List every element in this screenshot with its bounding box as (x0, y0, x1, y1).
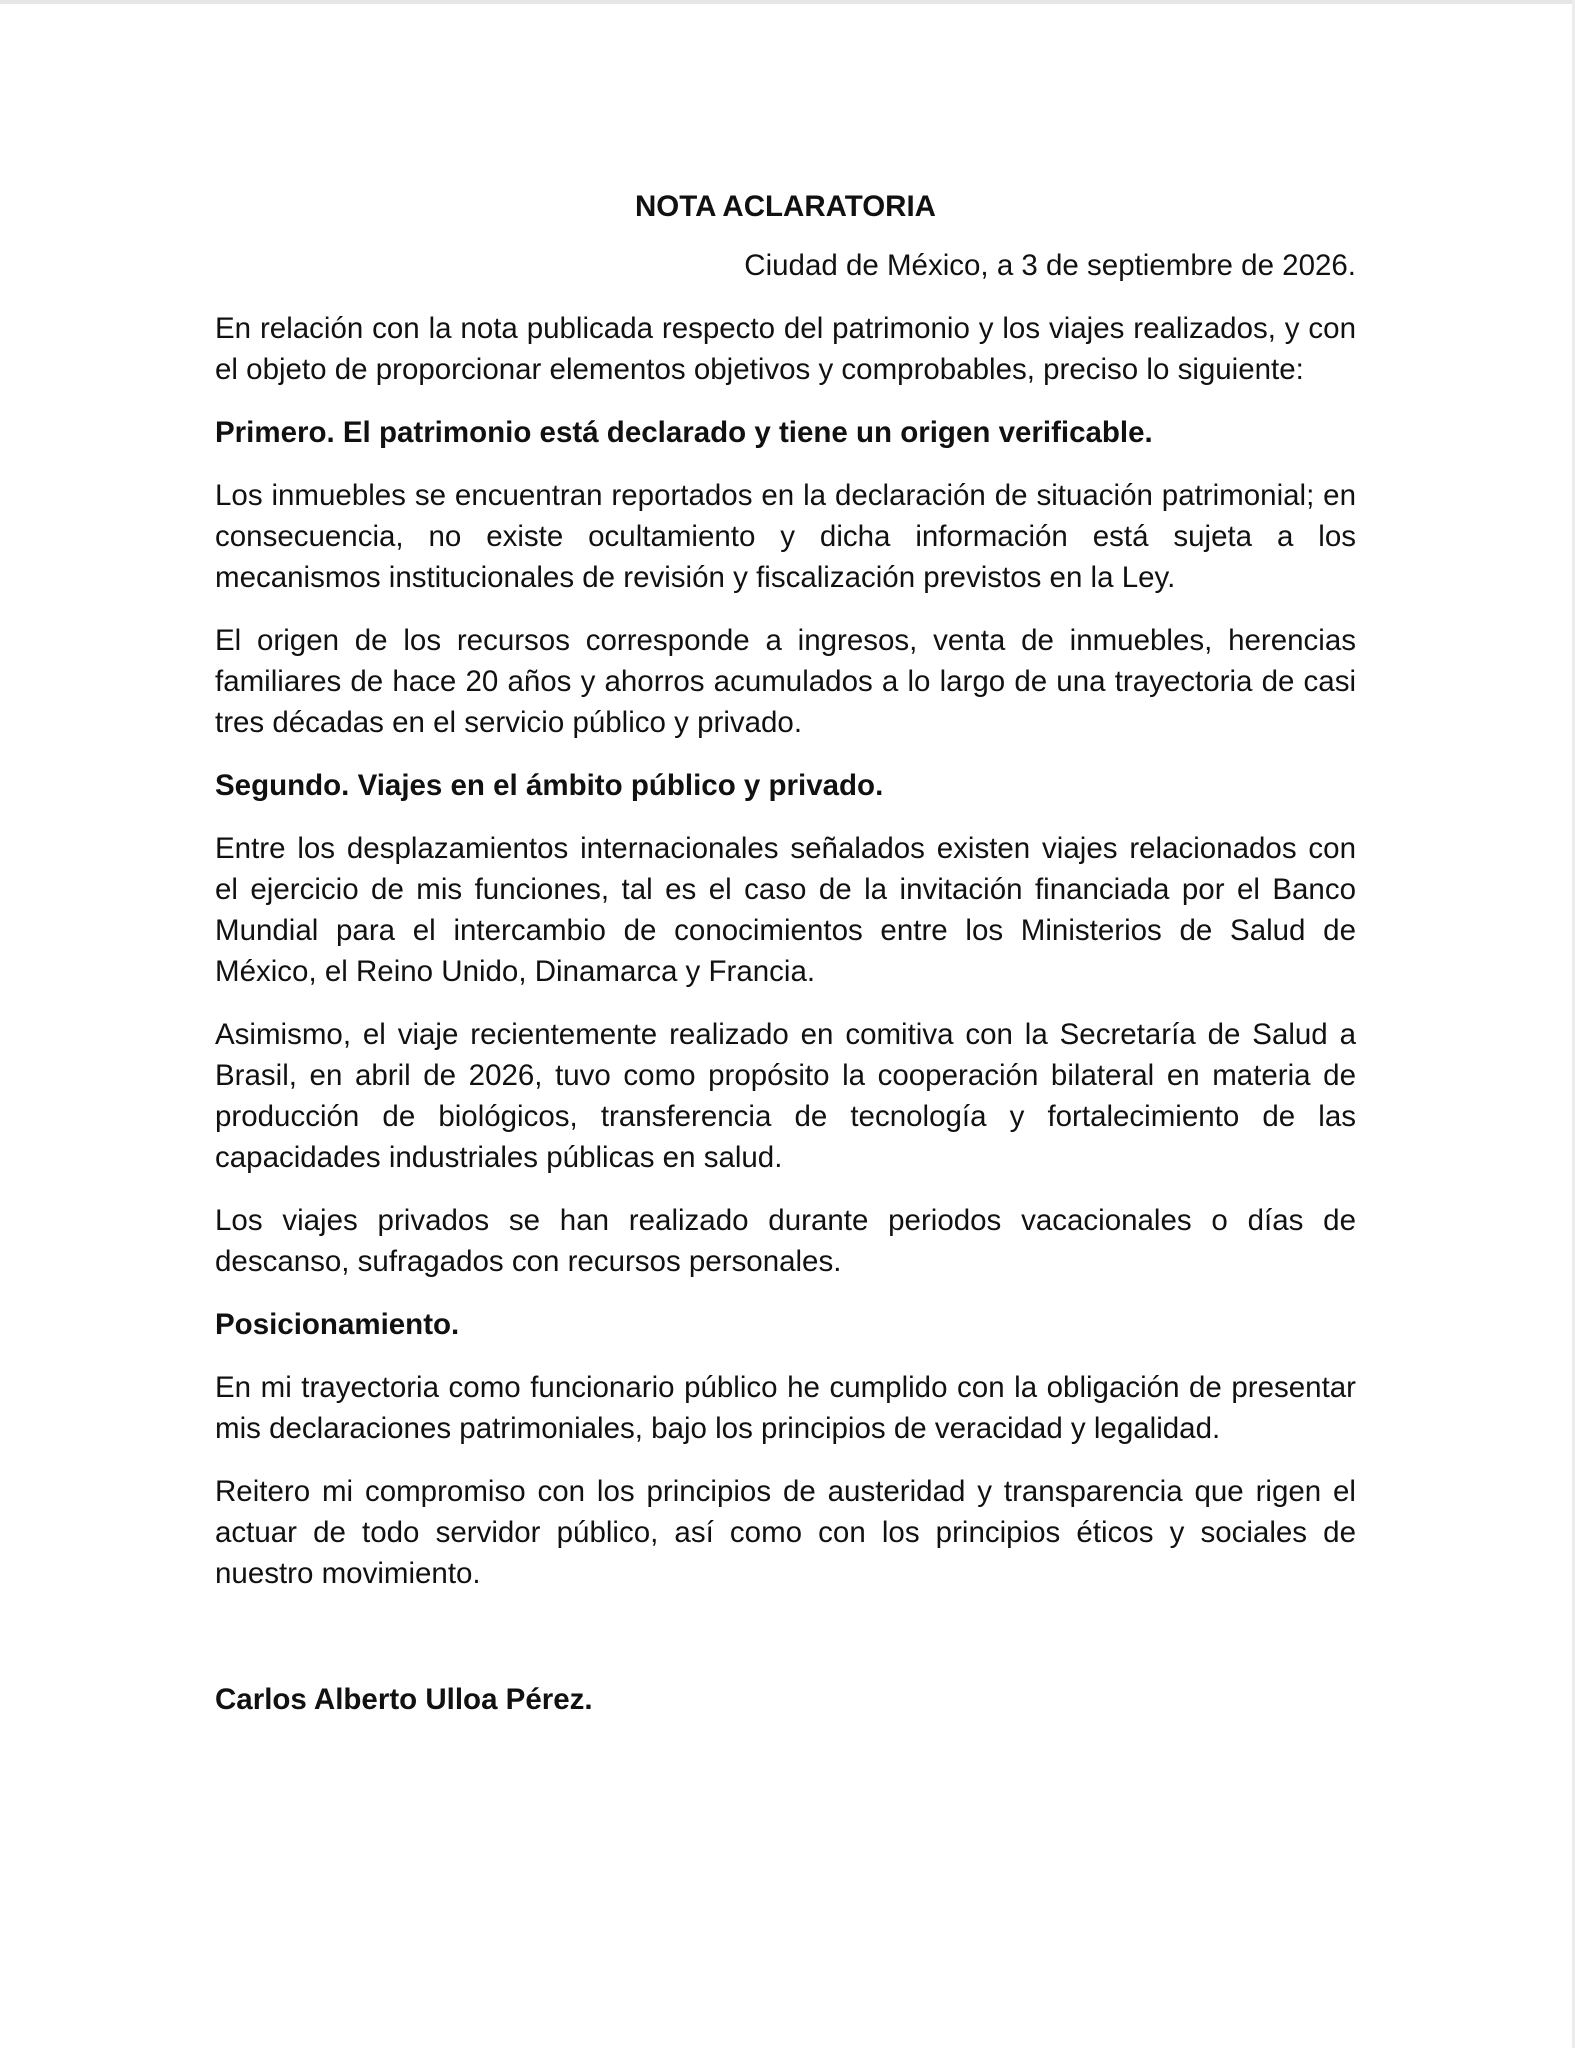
date-line: Ciudad de México, a 3 de septiembre de 2026. (744, 249, 1356, 282)
paragraph: En mi trayectoria como funcionario público he cumplido con la obligación de presentar mis declaraciones patrimoniales, bajo los principios de veracidad y legalidad. (215, 1371, 1356, 1445)
paragraph: El origen de los recursos corresponde a ingresos, venta de inmuebles, herencias familiares de hace 20 años y ahorros acumulados a lo largo de una trayectoria de casi tres décadas en el servicio público y privado. (215, 624, 1356, 739)
paragraph: Los viajes privados se han realizado durante periodos vacacionales o días de descanso, sufragados con recursos personales. (215, 1204, 1356, 1278)
page-top-edge (0, 0, 1575, 4)
paragraph: Entre los desplazamientos internacionales señalados existen viajes relacionados con el ejercicio de mis funciones, tal es el caso de la invitación financiada por el Banco Mundial para el intercambio de conocimientos entre los Ministerios de Salud de México, el Reino Unido, Dinamarca y Francia. (215, 832, 1356, 988)
section-heading-primero: Primero. El patrimonio está declarado y tiene un origen verificable. (215, 416, 1153, 449)
document-title: NOTA ACLARATORIA (635, 190, 936, 223)
paragraph: Los inmuebles se encuentran reportados en la declaración de situación patrimonial; en consecuencia, no existe ocultamiento y dicha información está sujeta a los mecanismos institucionales de revisión y fiscalización previstos en la Ley. (215, 479, 1356, 594)
intro-paragraph: En relación con la nota publicada respecto del patrimonio y los viajes realizados, y con el objeto de proporcionar elementos objetivos y comprobables, preciso lo siguiente: (215, 312, 1356, 386)
document-body (215, 186, 1356, 1720)
section-heading-posicionamiento: Posicionamiento. (215, 1308, 460, 1341)
signature-name: Carlos Alberto Ulloa Pérez. (215, 1683, 593, 1716)
paragraph: Asimismo, el viaje recientemente realizado en comitiva con la Secretaría de Salud a Brasil, en abril de 2026, tuvo como propósito la cooperación bilateral en materia de producción de biológicos, transferencia de tecnología y fortalecimiento de las capacidades industriales públicas en salud. (215, 1018, 1356, 1174)
section-heading-segundo: Segundo. Viajes en el ámbito público y privado. (215, 769, 884, 802)
paragraph: Reitero mi compromiso con los principios de austeridad y transparencia que rigen el actuar de todo servidor público, así como con los principios éticos y sociales de nuestro movimiento. (215, 1475, 1356, 1590)
